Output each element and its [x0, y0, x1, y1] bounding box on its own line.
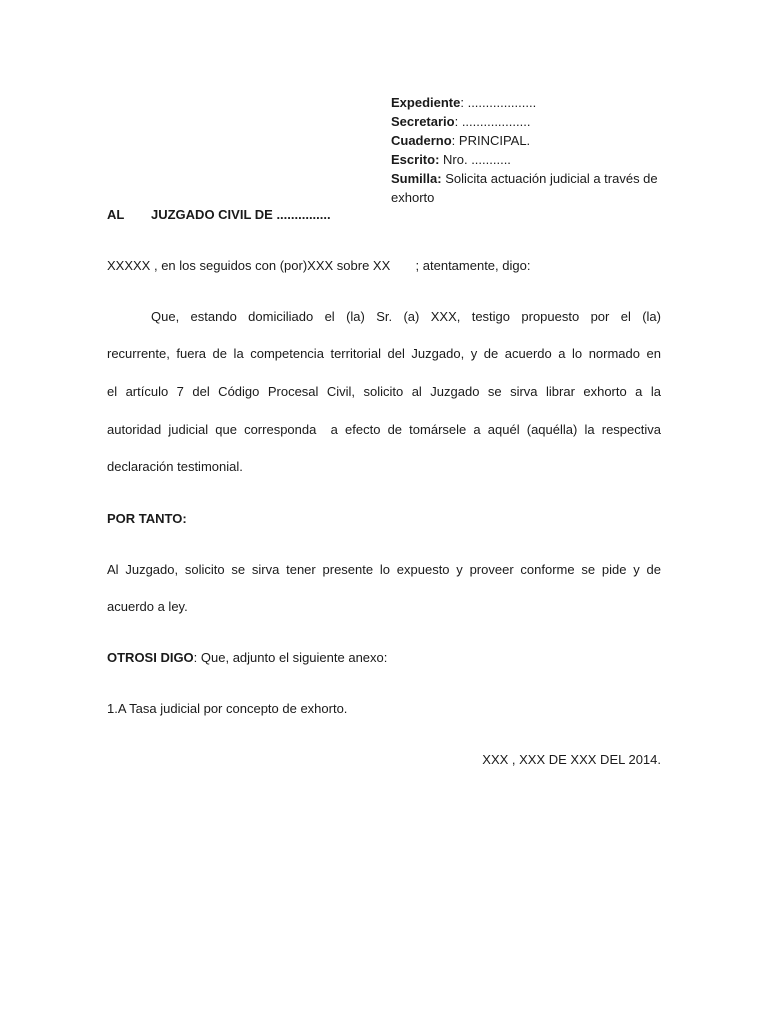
secretario-value: : ................... [454, 114, 531, 129]
expediente-value: : ................... [460, 95, 537, 110]
cuaderno-label: Cuaderno [391, 133, 452, 148]
otrosi-text: : Que, adjunto el siguiente anexo: [193, 650, 388, 665]
sumilla-value: Solicita actuación judicial a través de exhorto [391, 171, 658, 205]
cuaderno-value: : PRINCIPAL. [451, 133, 531, 148]
addressee-al: AL [107, 207, 125, 222]
expediente-label: Expediente [391, 95, 461, 110]
sumilla-row [391, 169, 671, 207]
otrosi-line [107, 650, 661, 665]
sumilla-label: Sumilla: [391, 171, 442, 186]
escrito-label: Escrito: [391, 152, 440, 167]
case-header [391, 93, 671, 207]
body-line-2: recurrente, fuera de la competencia territorial del Juzgado, y de acuerdo a lo normado en [107, 346, 661, 361]
body-line-4: autoridad judicial que corresponda a efecto de tomársele a aquél (aquélla) la respectiva [107, 422, 661, 437]
request-line-1: Al Juzgado, solicito se sirva tener presente lo expuesto y proveer conforme se pide y de [107, 562, 661, 577]
intro-paragraph: XXXXX , en los seguidos con (por)XXX sobre XX ; atentamente, digo: [107, 258, 531, 273]
expediente-row [391, 93, 671, 112]
addressee-court: JUZGADO CIVIL DE ............... [151, 207, 331, 222]
cuaderno-row [391, 131, 671, 150]
body-line-3: el artículo 7 del Código Procesal Civil, solicito al Juzgado se sirva librar exhorto a la [107, 384, 661, 399]
por-tanto-heading: POR TANTO: [107, 511, 187, 526]
otrosi-label: OTROSI DIGO [107, 650, 194, 665]
body-line-1: Que, estando domiciliado el (la) Sr. (a) XXX, testigo propuesto por el (la) [151, 309, 661, 324]
body-line-5: declaración testimonial. [107, 459, 243, 474]
escrito-row [391, 150, 671, 169]
request-line-2: acuerdo a ley. [107, 599, 188, 614]
addressee-line [107, 207, 661, 222]
escrito-value: Nro. ........... [439, 152, 511, 167]
annex-item: 1.A Tasa judicial por concepto de exhorto. [107, 701, 348, 716]
place-date-line: XXX , XXX DE XXX DEL 2014. [482, 752, 661, 767]
secretario-label: Secretario [391, 114, 455, 129]
secretario-row [391, 112, 671, 131]
